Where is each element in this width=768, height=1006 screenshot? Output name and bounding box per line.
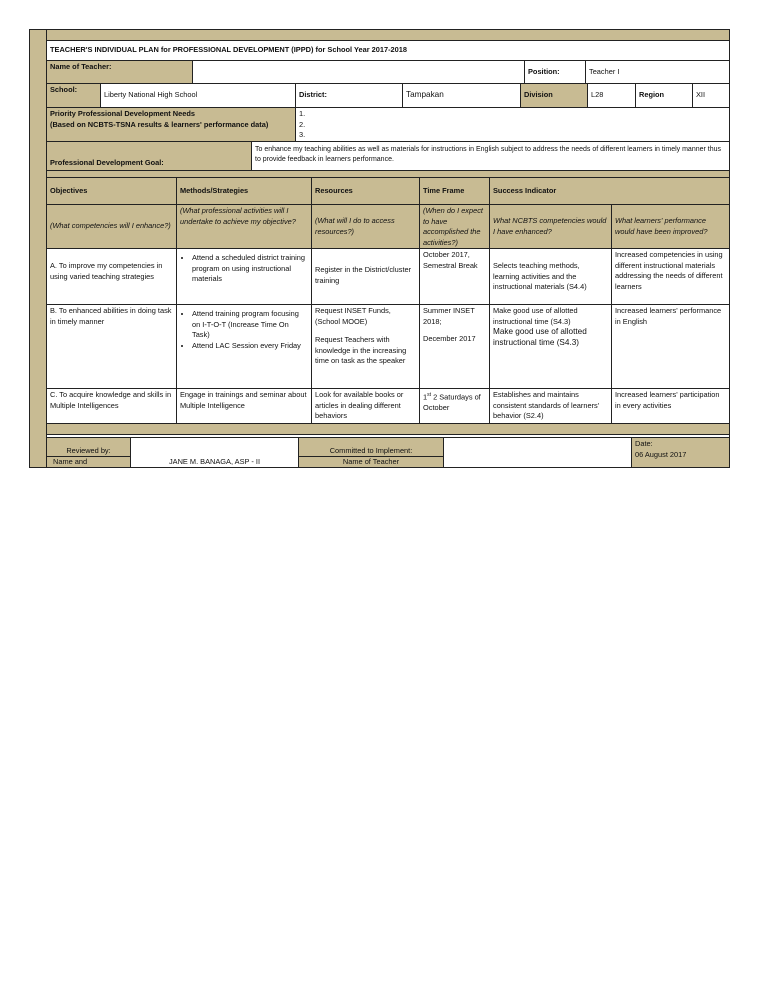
row-c-resources: Look for available books or articles in dealing different behaviors: [312, 389, 420, 424]
reviewer-block: [131, 438, 299, 468]
col-header-objectives: Objectives: [47, 178, 177, 205]
division-field[interactable]: L28: [588, 84, 636, 108]
timeframe-number: 1: [423, 392, 428, 402]
row-b-ncbts: [490, 305, 612, 389]
col-header-resources: Resources: [312, 178, 420, 205]
timeframe-suffix: st: [427, 392, 432, 398]
goal-text[interactable]: To enhance my teaching abilities as well as materials for instructions in English subject to address the needs of different learners in timely manner thus to provide feedback in learners performance.: [252, 142, 730, 171]
row-b-learners: Increased learners' performance in English: [612, 305, 730, 389]
division-label: Division: [521, 84, 588, 108]
teacher-name-label: Name of Teacher:: [47, 61, 193, 84]
teacher-signature-field[interactable]: [444, 438, 632, 468]
guide-ncbts: What NCBTS competencies would I have enhanced?: [490, 205, 612, 249]
committed-label: Committed to Implement:: [299, 438, 443, 457]
reviewed-label: Reviewed by:: [47, 438, 130, 457]
guide-objectives: (What competencies will I enhance?): [47, 205, 177, 249]
method-item: • Attend LAC Session every Friday: [192, 341, 308, 352]
reviewer-name: JANE M. BANAGA, ASP - II: [168, 457, 261, 466]
committed-block: [299, 438, 444, 468]
name-and-label: Name and: [53, 457, 88, 466]
ippd-form: [29, 29, 730, 468]
row-a-resources: Register in the District/cluster training: [312, 249, 420, 305]
form-title: TEACHER'S INDIVIDUAL PLAN for PROFESSIONAL DEVELOPMENT (IPPD) for School Year 2017-2018: [47, 41, 730, 61]
resource-item: Request Teachers with knowledge in the increasing time on task as the speaker: [315, 335, 407, 366]
name-of-teacher-label: Name of Teacher: [342, 457, 400, 466]
top-band: [47, 30, 730, 41]
spacer-band: [47, 424, 730, 435]
ncbts-item: Make good use of allotted instructional time (S4.3): [493, 327, 587, 347]
guide-resources: (What will I do to access resources?): [312, 205, 420, 249]
district-field[interactable]: Tampakan: [403, 84, 521, 108]
row-a-ncbts: Selects teaching methods, learning activities and the instructional materials (S4.4): [490, 249, 612, 305]
date-label: Date:: [635, 439, 653, 448]
left-margin-strip: [30, 30, 47, 468]
row-a-learners: Increased competencies in using different instructional materials addressing the needs of different learners: [612, 249, 730, 305]
row-b-methods: [177, 305, 312, 389]
priority-needs-basis: (Based on NCBTS-TSNA results & learners' performance data): [50, 119, 269, 129]
reviewed-block: [47, 438, 131, 468]
row-b-timeframe: [420, 305, 490, 389]
row-c-learners: Increased learners' participation in every activities: [612, 389, 730, 424]
col-header-timeframe: Time Frame: [420, 178, 490, 205]
row-c-timeframe: [420, 389, 490, 424]
region-field[interactable]: XII: [693, 84, 730, 108]
col-header-methods: Methods/Strategies: [177, 178, 312, 205]
timeframe-item: Summer INSET 2018;: [423, 306, 475, 326]
need-item: 3.: [299, 130, 306, 140]
row-c-objective: C. To acquire knowledge and skills in Multiple Intelligences: [47, 389, 177, 424]
row-c-ncbts: Establishes and maintains consistent standards of learners' behavior (S2.4): [490, 389, 612, 424]
row-a-methods: [177, 249, 312, 305]
school-label: School:: [47, 84, 101, 108]
position-label: Position:: [525, 61, 586, 84]
method-item: • Attend a scheduled district training program on using instructional materials: [192, 253, 308, 285]
row-a-timeframe: October 2017, Semestral Break: [420, 249, 490, 305]
guide-learners: What learners' performance would have been improved?: [612, 205, 730, 249]
goal-label: Professional Development Goal:: [47, 142, 252, 171]
timeframe-item: December 2017: [423, 334, 476, 344]
date-block: [632, 438, 730, 468]
row-c-methods: Engage in trainings and seminar about Multiple Intelligence: [177, 389, 312, 424]
row-a-objective: A. To improve my competencies in using varied teaching strategies: [47, 249, 177, 305]
method-item: • Attend training program focusing on I-T-O-T (Increase Time On Task): [192, 309, 308, 341]
guide-methods: (What professional activities will I undertake to achieve my objective?: [177, 205, 312, 249]
region-label: Region: [636, 84, 693, 108]
timeframe-rest: 2 Saturdays of October: [423, 392, 481, 413]
need-item: 1.: [299, 109, 306, 118]
priority-needs-title: Priority Professional Development Needs: [50, 109, 195, 118]
priority-needs-list[interactable]: [296, 108, 730, 142]
resource-item: Request INSET Funds, (School MOOE): [315, 306, 391, 326]
position-field[interactable]: Teacher I: [586, 61, 730, 84]
spacer-band: [47, 171, 730, 178]
need-item: 2.: [299, 119, 306, 129]
priority-needs-label: [47, 108, 296, 142]
date-value: 06 August 2017: [635, 449, 687, 459]
guide-timeframe: (When do I expect to have accomplished the activities?): [420, 205, 490, 249]
row-b-objective: B. To enhanced abilities in doing task in timely manner: [47, 305, 177, 389]
row-b-resources: [312, 305, 420, 389]
col-header-success: Success Indicator: [490, 178, 730, 205]
reviewer-signature-line[interactable]: [131, 438, 298, 457]
teacher-name-field[interactable]: [193, 61, 525, 84]
ncbts-item: Make good use of allotted instructional time (S4.3): [493, 306, 578, 326]
school-field[interactable]: Liberty National High School: [101, 84, 296, 108]
district-label: District:: [296, 84, 403, 108]
